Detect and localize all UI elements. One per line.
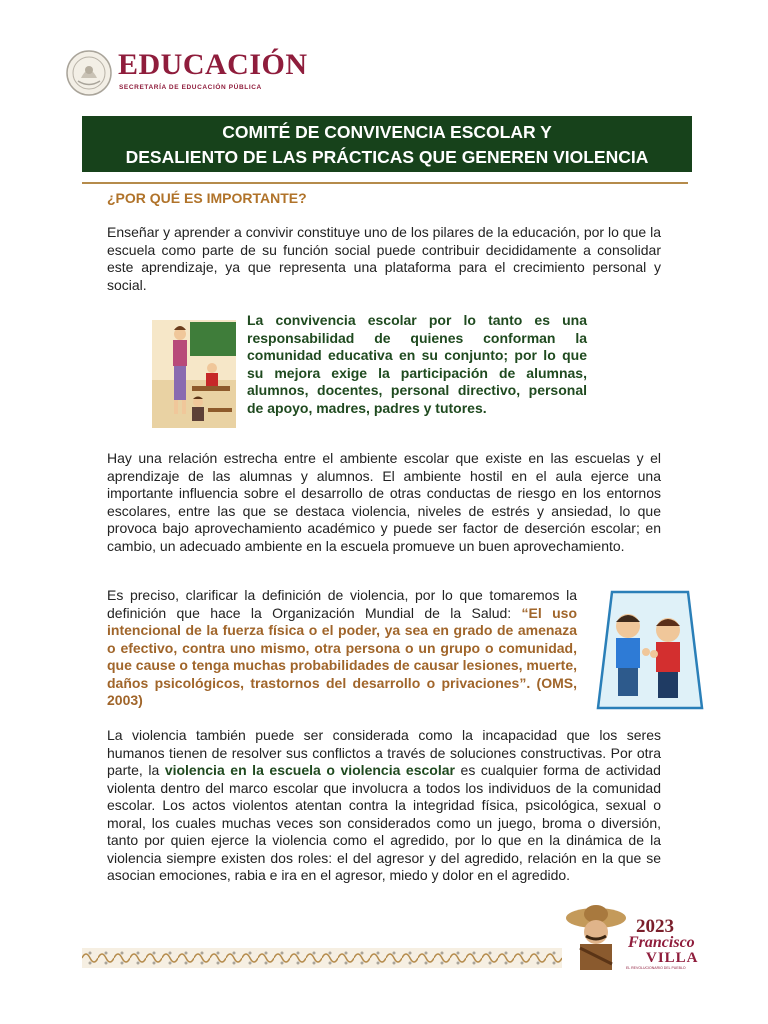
logo-year: 2023	[636, 916, 674, 937]
national-seal-icon	[66, 50, 112, 96]
classroom-illustration	[152, 320, 236, 428]
paragraph-3-intro: Es preciso, clarificar la definición de violencia, por lo que tomaremos la definición que hace la Organización Mundial de la Salud:	[107, 587, 577, 621]
logo-surname: VILLA	[646, 950, 699, 966]
section-heading: ¿POR QUÉ ES IMPORTANTE?	[107, 190, 307, 206]
logo-tagline: EL REVOLUCIONARIO DEL PUEBLO	[626, 966, 686, 970]
highlight-quote: La convivencia escolar por lo tanto es una responsabilidad de quienes conforman la comunidad educativa en su conjunto; por lo que su mejora exige la participación de alumnas, alumnos, docentes, personal directivo, personal de apoyo, madres, padres y tutores.	[247, 312, 587, 416]
school-violence-highlight: violencia en la escuela o violencia escolar	[164, 762, 455, 778]
oms-definition: “El uso intencional de la fuerza física o el poder, ya sea en grado de amenaza o efectivo, contra uno mismo, otra persona o un grupo o comunidad, que cause o tenga muchas probabilidades de causar lesiones, muerte, daños psicológicos, trastornos del desarrollo o privaciones”. (OMS, 2003)	[107, 604, 577, 708]
banner-line-2: DESALIENTO DE LAS PRÁCTICAS QUE GENEREN VIOLENCIA	[125, 147, 649, 167]
paragraph-4-b: es cualquier forma de actividad violenta dentro del marco escolar que involucra a todos los individuos de la comunidad escolar. Los actos violentos atentan contra la integridad física, psicológica, sexual o moral, los cuales muchas veces son considerados como un juego, broma o diversión, tanto por quien ejerce la violencia como el agredido, por lo que en la dinámica de la violencia siempre existen dos roles: el del agresor y del agredido, relación en la que se asocian emociones, rabia e ira en el agresor, miedo y dolor en el agredido.	[107, 762, 661, 883]
logo-subtitle: SECRETARÍA DE EDUCACIÓN PÚBLICA	[119, 84, 262, 91]
paragraph-2: Hay una relación estrecha entre el ambiente escolar que existe en las escuelas y el aprendizaje de las alumnas y alumnos. El ambiente hostil en el aula ejerce una importante influencia sobre el desarrollo de otras conductas de riesgo en los entornos escolares, entre las que se destaca violencia, niveles de estrés y ansiedad, lo que provoca bajo aprovechamiento académico y puede ser factor de deserción escolar; en cambio, un adecuado ambiente en la escuela promueve un buen aprovechamiento.	[107, 450, 661, 554]
banner-line-1: COMITÉ DE CONVIVENCIA ESCOLAR Y	[222, 122, 552, 142]
logo-name: Francisco	[628, 934, 695, 951]
paragraph-3	[107, 587, 577, 710]
title-banner	[82, 116, 692, 172]
logo-title: EDUCACIÓN	[118, 48, 308, 81]
paragraph-4-a: La violencia también puede ser considerada como la incapacidad que los seres humanos tienen de resolver sus conflictos a través de soluciones constructivas. Por otra parte, la	[107, 727, 661, 778]
paragraph-1: Enseñar y aprender a convivir constituye uno de los pilares de la educación, por lo que la escuela como parte de su función social puede contribuir decididamente a consolidar este aprendizaje, ya que representa una plataforma para el crecimiento personal y social.	[107, 224, 661, 293]
paragraph-4	[107, 727, 661, 885]
arguing-kids-illustration	[594, 590, 706, 714]
decorative-border	[82, 948, 562, 968]
divider	[82, 182, 688, 184]
